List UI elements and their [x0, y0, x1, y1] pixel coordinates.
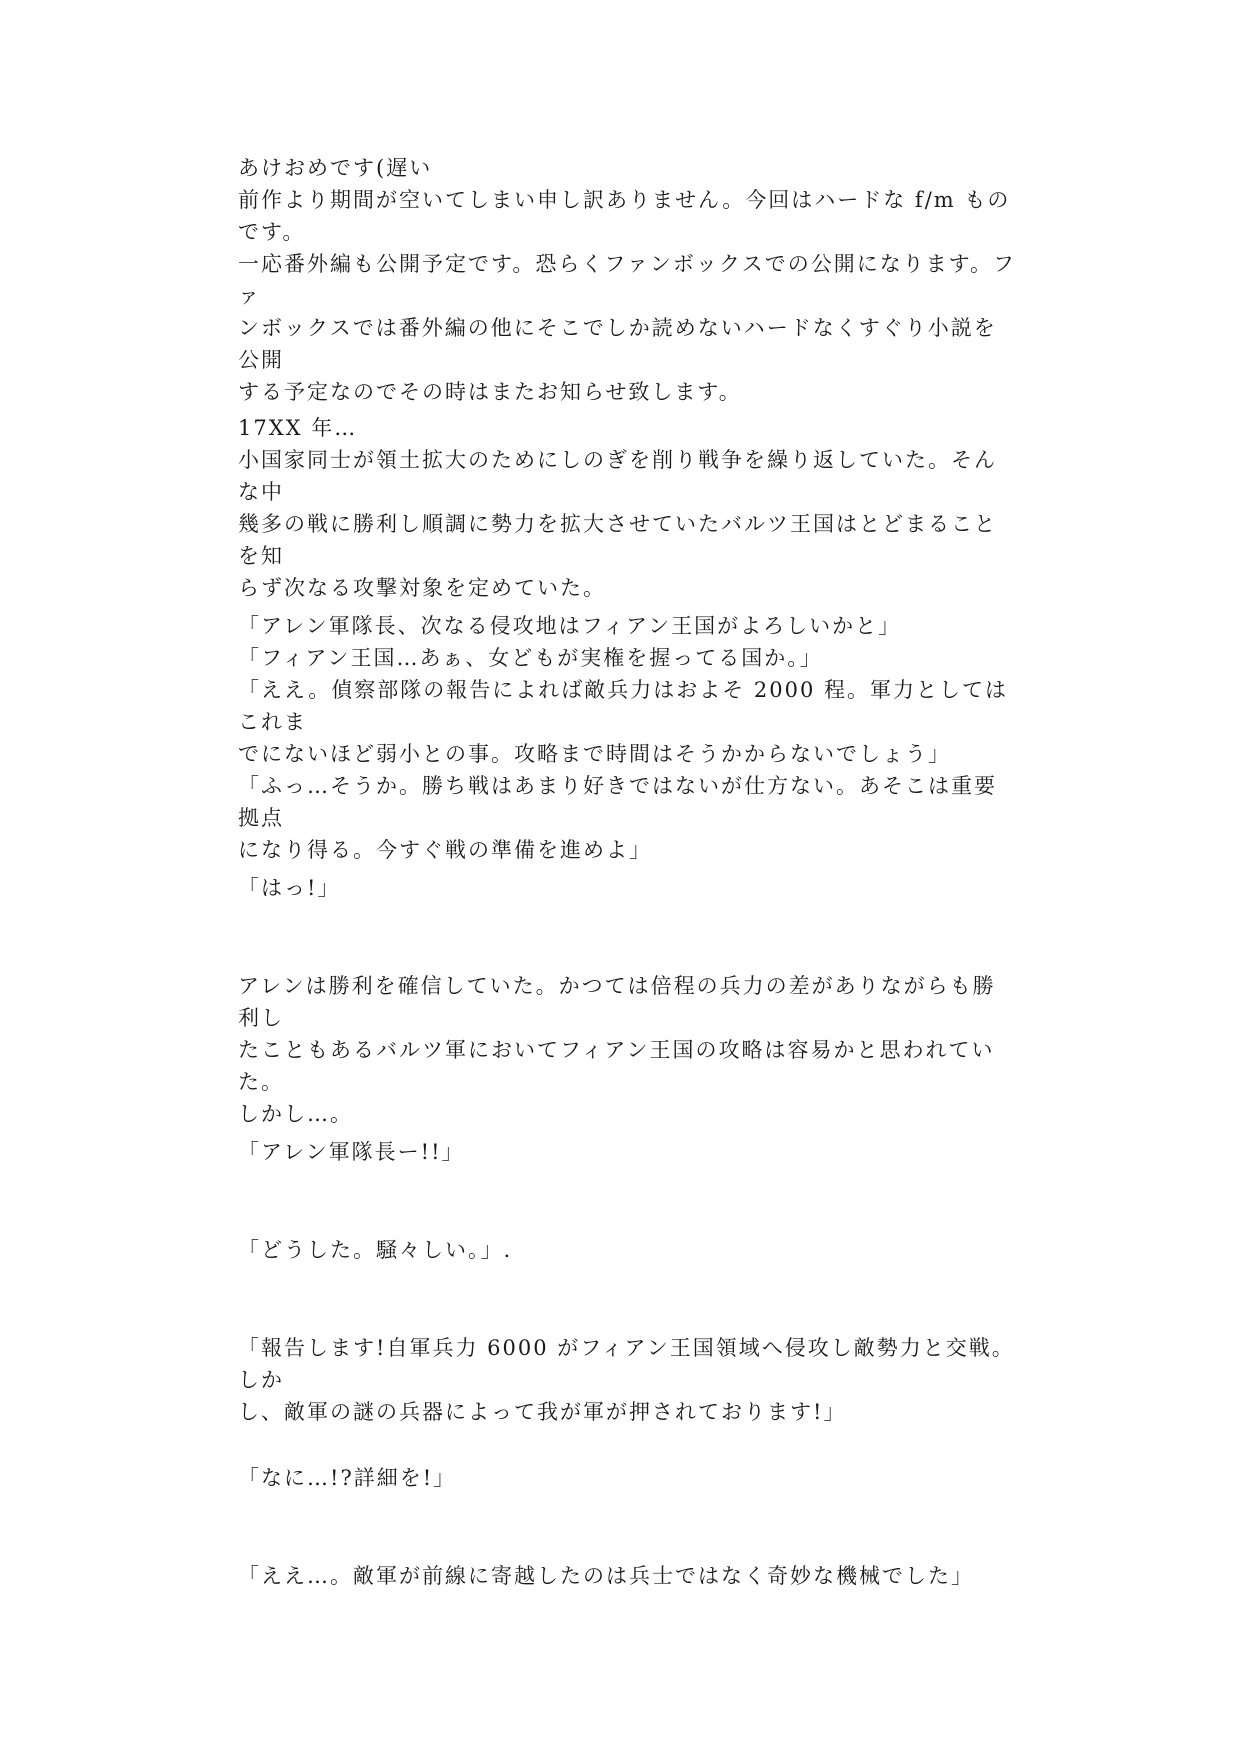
paragraph-dialogue-report: 「報告します!自軍兵力 6000 がフィアン王国領域へ侵攻し敵勢力と交戦。しか し、敵軍の謎の兵器によって我が軍が押されております!」	[238, 1336, 1015, 1424]
paragraph-narration: アレンは勝利を確信していた。かつては倍程の兵力の差がありながらも勝利し たこともあるバルツ軍においてフィアン王国の攻略は容易かと思われていた。 しかし…。	[238, 974, 996, 1126]
paragraph-author-note: あけおめです(遅い 前作より期間が空いてしまい申し訳ありません。今回はハードな f/m ものです。 一応番外編も公開予定です。恐らくファンボックスでの公開になります。ファ ンボックスでは番外編の他にそこでしか読めないハードなくすぐり小説を公開 する予定なのでその時はまたお知らせ致します。	[238, 156, 1017, 404]
paragraph-intro: 17XX 年… 小国家同士が領土拡大のためにしのぎを削り戦争を繰り返していた。そんな中 幾多の戦に勝利し順調に勢力を拡大させていたバルツ王国はとどまることを知 らず次なる攻撃対象を定めていた。	[238, 416, 997, 600]
paragraph-dialogue-machine: 「ええ…。敵軍が前線に寄越したのは兵士ではなく奇妙な機械でした」	[238, 1564, 974, 1588]
paragraph-dialogue-reply: 「はっ!」	[238, 876, 341, 900]
paragraph-dialogue-planning: 「アレン軍隊長、次なる侵攻地はフィアン王国がよろしいかと」 「フィアン王国…あぁ、女どもが実権を握ってる国か。」 「ええ。偵察部隊の報告によれば敵兵力はおよそ 2000 程。軍力としてはこれま でにないほど弱小との事。攻略まで時間はそうかからないでしょう」 「ふっ…そうか。勝ち戦はあまり好きではないが仕方ない。あそこは重要拠点 になり得る。今すぐ戦の準備を進めよ」	[238, 614, 1009, 862]
paragraph-dialogue-details: 「なに…!?詳細を!」	[238, 1466, 457, 1490]
paragraph-dialogue-call: 「アレン軍隊長ー!!」	[238, 1140, 465, 1164]
paragraph-dialogue-question: 「どうした。騒々しい。」.	[238, 1238, 513, 1262]
